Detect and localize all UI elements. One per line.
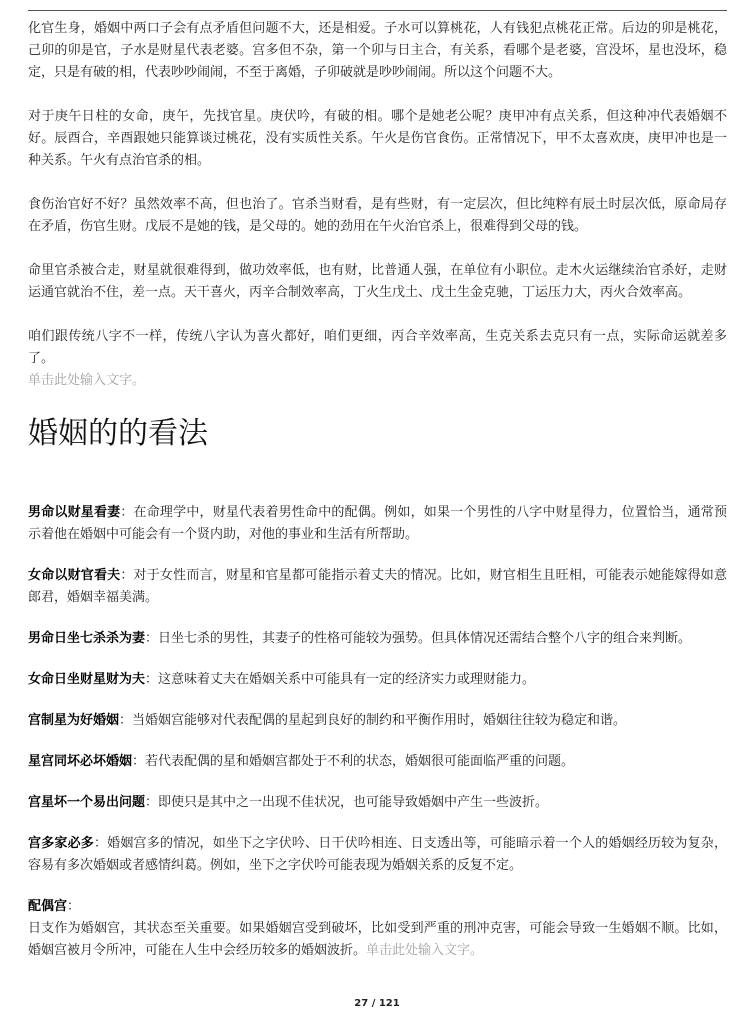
list-item <box>28 751 727 773</box>
item-separator: ： <box>145 631 159 646</box>
item-term: 宫制星为好婚姻 <box>28 713 120 728</box>
item-text: 在命理学中，财星代表着男性命中的配偶。例如，如果一个男性的八字中财星得力，位置恰当，通常预示着他在婚姻中可能会有一个贤内助，对他的事业和生活有所帮助。 <box>28 505 727 542</box>
item-text: 对于女性而言，财星和官星都可能指示着丈夫的情况。比如，财官相生且旺相，可能表示她能嫁得如意郎君，婚姻幸福美满。 <box>28 568 727 605</box>
list-item <box>28 669 727 691</box>
text-placeholder[interactable]: 单击此处输入文字。 <box>366 943 484 958</box>
item-term: 配偶宫 <box>28 899 68 914</box>
item-text: 婚姻宫多的情况，如坐下之字伏吟、日干伏吟相连、日支透出等，可能暗示着一个人的婚姻经历较为复杂，容易有多次婚姻或者感情纠葛。例如，坐下之字伏吟可能表现为婚姻关系的反复不定。 <box>28 836 727 873</box>
list-item <box>28 833 727 877</box>
page-number: 27 / 121 <box>354 998 400 1009</box>
item-text: 若代表配偶的星和婚姻宫都处于不利的状态，婚姻很可能面临严重的问题。 <box>145 754 575 769</box>
list-item <box>28 792 727 814</box>
item-term: 宫多家必多 <box>28 836 94 851</box>
list-item <box>28 565 727 609</box>
paragraph: 食伤治官好不好？虽然效率不高，但也治了。官杀当财看，是有些财，有一定层次，但比纯粹有辰土时层次低，原命局存在矛盾，伤官生财。戊辰不是她的钱，是父母的。她的劲用在午火治官杀上，很难得到父母的钱。 <box>28 197 727 234</box>
spouse-palace-heading <box>28 896 727 918</box>
list-item <box>28 710 727 732</box>
document-body <box>28 18 727 962</box>
item-term: 女命以财官看夫 <box>28 568 121 583</box>
item-separator: ： <box>145 672 159 687</box>
item-text: 日坐七杀的男性，其妻子的性格可能较为强势。但具体情况还需结合整个八字的组合来判断。 <box>158 631 692 646</box>
item-text: 这意味着丈夫在婚姻关系中可能具有一定的经济实力或理财能力。 <box>158 672 536 687</box>
item-separator: ： <box>132 754 146 769</box>
paragraph: 对于庚午日柱的女命，庚午，先找官星。庚伏吟，有破的相。哪个是她老公呢？庚甲冲有点关系，但这种冲代表婚姻不好。辰酉合，辛酉跟她只能算谈过桃花，没有实质性关系。午火是伤官食伤。正常情况下，甲不太喜欢庚，庚甲冲也是一种关系。午火有点治官杀的相。 <box>28 109 727 168</box>
paragraph: 化官生身，婚姻中两口子会有点矛盾但问题不大，还是相爱。子水可以算桃花，人有钱犯点桃花正常。后边的卯是桃花，己卯的卯是官，子水是财星代表老婆。宫多但不杂，第一个卯与日主合，有关系，看哪个是老婆，宫没坏，星也没坏，稳定，只是有破的相，代表吵吵闹闹，不至于离婚，子卯破就是吵吵闹闹。所以这个问题不大。 <box>28 21 727 80</box>
top-rule <box>28 10 727 11</box>
item-term: 宫星坏一个易出问题 <box>28 795 146 810</box>
item-separator: ： <box>67 899 81 914</box>
item-separator: ： <box>93 836 108 851</box>
section-heading: 婚姻的的看法 <box>28 416 208 451</box>
item-term: 星宫同坏必坏婚姻 <box>28 754 133 769</box>
text-placeholder[interactable]: 单击此处输入文字。 <box>28 373 146 388</box>
paragraph: 咱们跟传统八字不一样，传统八字认为喜火都好，咱们更细，丙合辛效率高，生克关系去克只有一点，实际命运就差多了。 <box>28 329 727 366</box>
item-text: 日支作为婚姻宫，其状态至关重要。如果婚姻宫受到破坏，比如受到严重的刑冲克害，可能会导致一生婚姻不顺。比如，婚姻宫被月令所冲，可能在人生中会经历较多的婚姻波折。 <box>28 921 727 958</box>
spouse-palace-text <box>28 918 727 962</box>
list-item <box>28 502 727 546</box>
item-term: 男命日坐七杀杀为妻 <box>28 631 146 646</box>
item-separator: ： <box>120 505 134 520</box>
item-term: 女命日坐财星财为夫 <box>28 672 146 687</box>
item-separator: ： <box>120 568 134 583</box>
list-item <box>28 628 727 650</box>
item-term: 男命以财星看妻 <box>28 505 121 520</box>
paragraph: 命里官杀被合走，财星就很难得到，做功效率低，也有财，比普通人强，在单位有小职位。走木火运继续治官杀好，走财运通官就治不住，差一点。天干喜火，丙辛合制效率高，丁火生戊土、戊土生金克驰，丁运压力大，丙火合效率高。 <box>28 263 727 300</box>
item-separator: ： <box>145 795 159 810</box>
item-text: 当婚姻宫能够对代表配偶的星起到良好的制约和平衡作用时，婚姻往往较为稳定和谐。 <box>132 713 627 728</box>
item-separator: ： <box>119 713 133 728</box>
item-text: 即使只是其中之一出现不佳状况，也可能导致婚姻中产生一些波折。 <box>158 795 549 810</box>
